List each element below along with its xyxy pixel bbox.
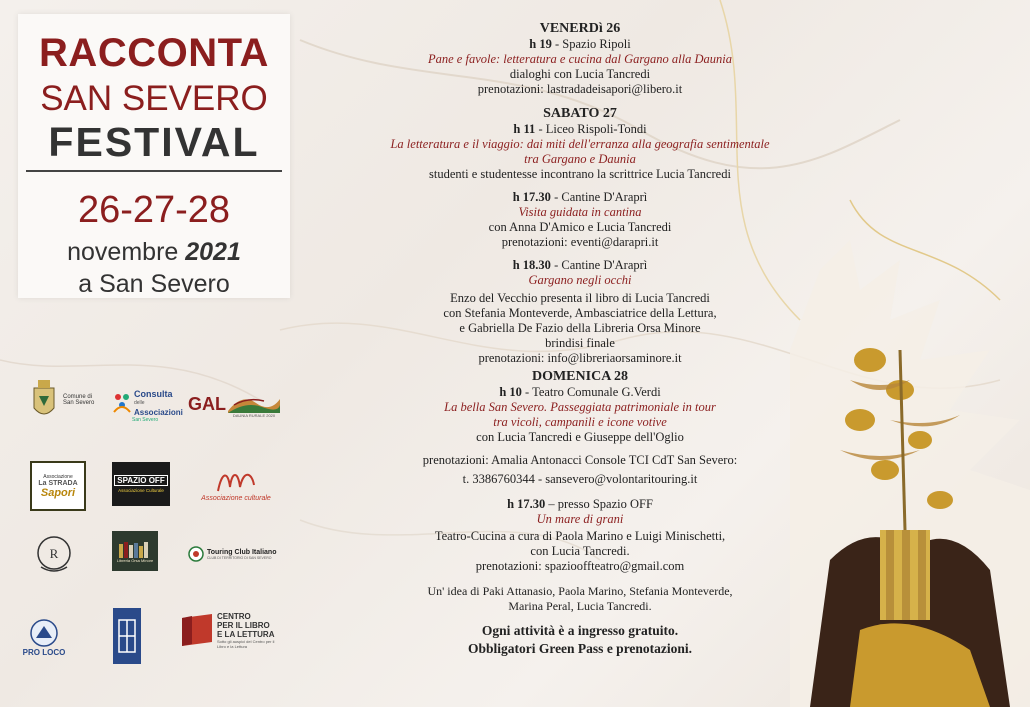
logo-comune-san-severo — [26, 376, 106, 424]
venue: - Cantine D'Araprì — [550, 258, 648, 272]
festival-dates: 26-27-28 — [77, 189, 231, 231]
saturday-heading: SABATO 27 — [543, 106, 617, 121]
saturday-event3-desc-3: e Gabriella De Fazio della Libreria Orsa Minore — [459, 321, 701, 335]
festival-place: a San Severo — [78, 270, 230, 298]
venue: - Spazio Ripoli — [551, 37, 631, 51]
consulta-line2: delle — [134, 399, 145, 406]
time: h 10 — [499, 385, 522, 399]
sunday-event2-desc-1: Teatro-Cucina a cura di Paola Marino e Luigi Minischetti, — [434, 529, 726, 543]
title-san-severo: SAN SEVERO — [40, 79, 268, 118]
centro-line3: E LA LETTURA — [217, 630, 275, 639]
time: h 17.30 — [512, 190, 551, 204]
centro-line4: Sotto gli auspici del Centro per il Libro e la Lettura — [217, 639, 275, 649]
friday-heading: VENERDì 26 — [539, 21, 621, 36]
credits-line-1: Un' idea di Paki Attanasio, Paola Marino, Stefania Monteverde, — [427, 584, 733, 598]
friday-event1-booking: prenotazioni: lastradadeisapori@libero.it — [477, 82, 683, 96]
time: h 17.30 — [507, 497, 546, 511]
assoc-culturale-label: Associazione culturale — [201, 494, 271, 502]
gal-sublabel: DAUNIA RURALE 2020 — [232, 412, 276, 418]
strada-line2: La STRADA — [38, 479, 78, 487]
logo-centro-libro-lettura — [180, 612, 280, 658]
sunday-heading: DOMENICA 28 — [531, 369, 629, 384]
centro-line2: PER IL LIBRO — [217, 621, 270, 630]
logo-strada-sapori — [30, 461, 86, 511]
sunday-event1-title-2: tra vicoli, campanili e icone votive — [493, 415, 667, 429]
time: h 11 — [513, 122, 536, 136]
tci-label: Touring Club Italiano — [207, 548, 277, 556]
festival-program — [330, 20, 830, 658]
consulta-line1: Consulta — [134, 388, 173, 399]
sunday-event2-time — [330, 497, 830, 512]
logo-gal-daunia — [190, 384, 278, 424]
logo-gr-emblem — [34, 532, 74, 576]
festival-title-card — [18, 14, 290, 298]
saturday-event1-title-2: tra Gargano e Daunia — [524, 152, 636, 166]
title-divider — [26, 170, 282, 172]
saturday-event3-desc-2: con Stefania Monteverde, Ambasciatrice della Lettura, — [443, 306, 717, 320]
venue: - Liceo Rispoli-Tondi — [535, 122, 647, 136]
saturday-event2-title: Visita guidata in cantina — [518, 205, 642, 219]
saturday-event3-desc-1: Enzo del Vecchio presenta il libro di Lucia Tancredi — [450, 291, 710, 305]
title-racconta: RACCONTA — [39, 31, 269, 75]
sunday-event1-booking-1: prenotazioni: Amalia Antonacci Console TCI CdT San Severo: — [422, 453, 738, 467]
pro-loco-icon — [24, 618, 64, 648]
spazio-line2: Associazione Culturale — [118, 488, 164, 493]
friday-event1-title: Pane e favole: letteratura e cucina dal Gargano alla Daunia — [428, 52, 732, 66]
orsa-label: Libreria Orsa Minore — [116, 557, 154, 563]
sunday-event1-booking-2: t. 3386760344 - sansevero@volontaritouring.it — [462, 472, 698, 486]
people-icon — [112, 392, 132, 414]
saturday-event1-title: La letteratura e il viaggio: dai miti dell'erranza alla geografia sentimentale — [390, 137, 770, 151]
friday-event1-time — [330, 37, 830, 52]
svg-text:R: R — [49, 546, 59, 561]
sunday-event2-title: Un mare di grani — [536, 512, 624, 526]
venue: - Teatro Comunale G.Verdi — [521, 385, 661, 399]
time: h 18.30 — [512, 258, 551, 272]
coat-of-arms-icon — [29, 378, 59, 422]
logo-pro-loco — [20, 614, 68, 660]
logo-associazione-culturale — [190, 460, 282, 508]
sunday-event2-desc-2: con Lucia Tancredi. — [530, 544, 630, 558]
book-logo-icon — [180, 612, 214, 648]
venue: - Cantine D'Araprì — [550, 190, 648, 204]
festival-year: 2021 — [185, 238, 241, 266]
consulta-line4: San Severo — [132, 416, 159, 423]
tci-globe-icon — [188, 546, 204, 562]
golden-statue-illustration — [790, 230, 1030, 707]
logo-touring-club — [188, 542, 280, 566]
comune-label: Comune di San Severo — [63, 394, 95, 406]
swirl-icon — [214, 467, 258, 495]
emblem-icon — [35, 533, 73, 575]
books-icon — [117, 540, 153, 558]
saturday-event3-title: Gargano negli occhi — [528, 273, 632, 287]
festival-month — [18, 238, 290, 266]
sunday-event1-desc: con Lucia Tancredi e Giuseppe dell'Oglio — [476, 430, 684, 444]
friday-event1-desc: dialoghi con Lucia Tancredi — [509, 67, 651, 81]
consulta-line3: Associazioni — [134, 407, 183, 417]
closing-note-1: Ogni attività è a ingresso gratuito. — [481, 623, 679, 638]
month-label: novembre — [67, 238, 186, 266]
strada-line3: Sapori — [40, 486, 76, 499]
credits-line-2: Marina Peral, Lucia Tancredi. — [508, 599, 652, 613]
saturday-event2-booking: prenotazioni: eventi@darapri.it — [501, 235, 659, 249]
venue: – presso Spazio OFF — [545, 497, 653, 511]
strada-line1: Associazione — [43, 473, 73, 480]
saturday-event3-time — [330, 258, 830, 273]
saturday-event2-time — [330, 190, 830, 205]
saturday-event2-desc: con Anna D'Amico e Lucia Tancredi — [488, 220, 672, 234]
sunday-event1-title: La bella San Severo. Passeggiata patrimoniale in tour — [444, 400, 716, 414]
saturday-event1-desc: studenti e studentesse incontrano la scrittrice Lucia Tancredi — [429, 167, 731, 181]
title-festival: FESTIVAL — [48, 119, 260, 165]
hills-icon — [228, 391, 280, 413]
spazio-line1: SPAZIO OFF — [114, 475, 167, 486]
logo-consulta-associazioni — [112, 384, 183, 428]
sunday-event2-booking: prenotazioni: spaziooffteatro@gmail.com — [475, 559, 685, 573]
tci-sublabel: CLUB DI TERRITORIO DI SAN SEVERO — [207, 555, 272, 560]
shield-icon — [117, 616, 137, 656]
logo-libreria-orsa-minore — [112, 531, 158, 571]
proloco-label: PRO LOCO — [22, 647, 66, 657]
gal-label: GAL — [188, 393, 226, 414]
saturday-event3-booking: prenotazioni: info@libreriaorsaminore.it — [478, 351, 682, 365]
logo-spazio-off — [112, 462, 170, 506]
closing-note-2: Obbligatori Green Pass e prenotazioni. — [467, 641, 693, 656]
sunday-event1-time — [330, 385, 830, 400]
saturday-event3-desc-4: brindisi finale — [545, 336, 615, 350]
centro-line1: CENTRO — [217, 612, 251, 621]
logo-blue-emblem — [113, 608, 141, 664]
saturday-event1-time — [330, 122, 830, 137]
time: h 19 — [529, 37, 552, 51]
